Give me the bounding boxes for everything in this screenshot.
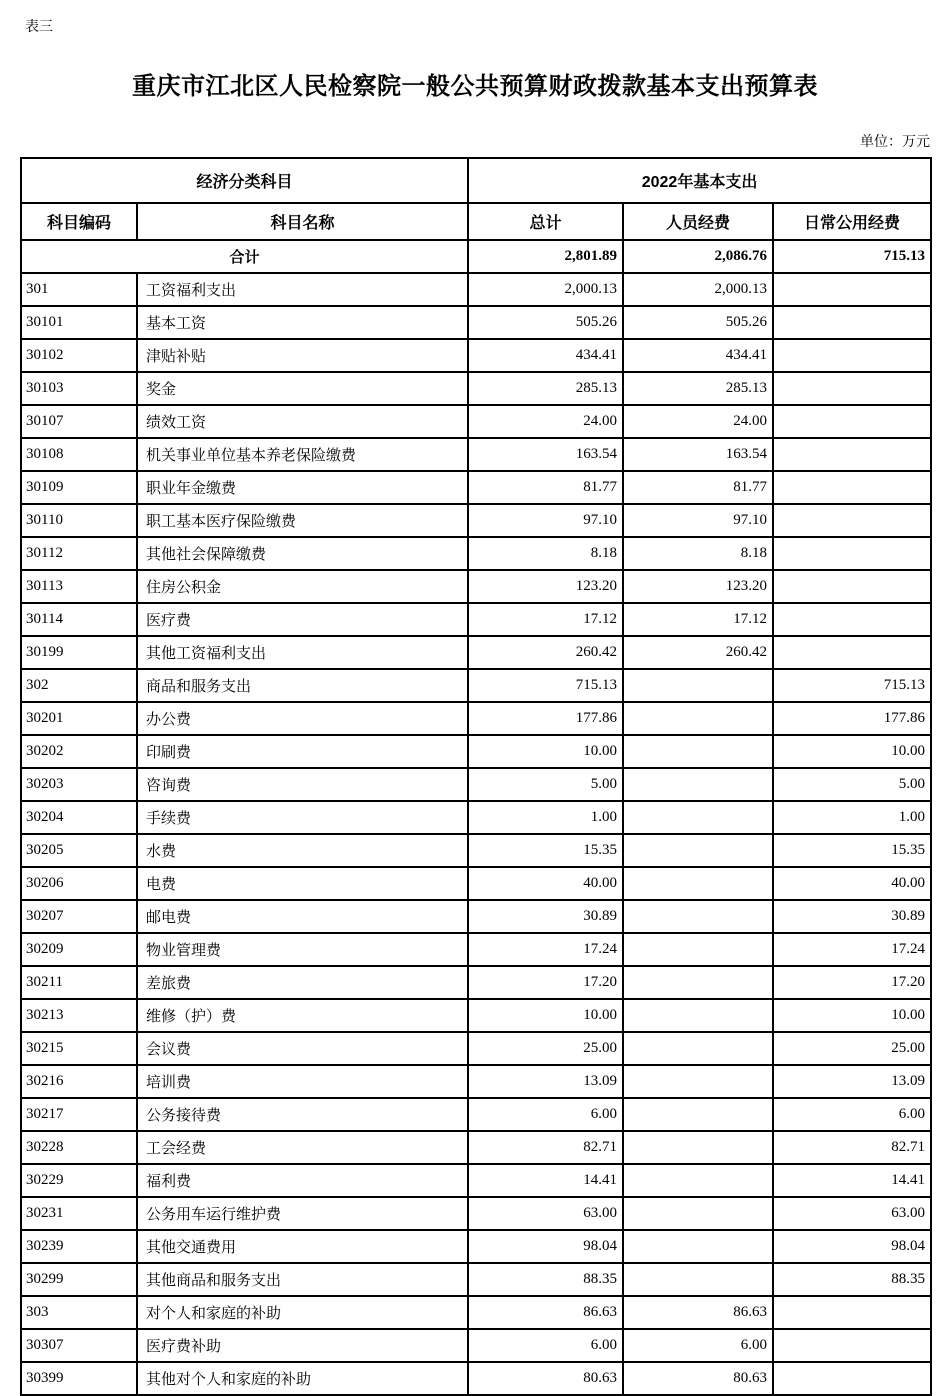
table-row bbox=[21, 834, 931, 867]
table-row bbox=[21, 1230, 931, 1263]
cell-personnel: 505.26 bbox=[623, 306, 773, 339]
cell-name: 住房公积金 bbox=[137, 570, 468, 603]
table-row bbox=[21, 339, 931, 372]
cell-daily: 715.13 bbox=[773, 669, 931, 702]
cell-total: 97.10 bbox=[468, 504, 623, 537]
table-row bbox=[21, 1032, 931, 1065]
cell-code: 30239 bbox=[21, 1230, 137, 1263]
cell-name: 邮电费 bbox=[137, 900, 468, 933]
cell-personnel bbox=[623, 933, 773, 966]
table-row bbox=[21, 801, 931, 834]
cell-name: 会议费 bbox=[137, 1032, 468, 1065]
cell-code: 30199 bbox=[21, 636, 137, 669]
cell-personnel bbox=[623, 669, 773, 702]
cell-code: 30112 bbox=[21, 537, 137, 570]
cell-daily bbox=[773, 1362, 931, 1395]
total-row bbox=[21, 240, 931, 273]
table-row bbox=[21, 966, 931, 999]
total-row-label: 合计 bbox=[21, 240, 468, 273]
cell-daily bbox=[773, 438, 931, 471]
table-row bbox=[21, 504, 931, 537]
cell-daily bbox=[773, 504, 931, 537]
cell-code: 30103 bbox=[21, 372, 137, 405]
cell-total: 86.63 bbox=[468, 1296, 623, 1329]
table-row bbox=[21, 405, 931, 438]
page-title: 重庆市江北区人民检察院一般公共预算财政拨款基本支出预算表 bbox=[132, 73, 818, 100]
cell-personnel bbox=[623, 900, 773, 933]
cell-total: 1.00 bbox=[468, 801, 623, 834]
header-economic-classification: 经济分类科目 bbox=[21, 158, 468, 203]
cell-daily: 40.00 bbox=[773, 867, 931, 900]
cell-code: 30202 bbox=[21, 735, 137, 768]
cell-total: 177.86 bbox=[468, 702, 623, 735]
cell-personnel bbox=[623, 966, 773, 999]
cell-name: 职工基本医疗保险缴费 bbox=[137, 504, 468, 537]
cell-personnel: 434.41 bbox=[623, 339, 773, 372]
cell-name: 医疗费补助 bbox=[137, 1329, 468, 1362]
cell-total: 17.20 bbox=[468, 966, 623, 999]
cell-name: 办公费 bbox=[137, 702, 468, 735]
cell-name: 机关事业单位基本养老保险缴费 bbox=[137, 438, 468, 471]
cell-daily bbox=[773, 273, 931, 306]
table-row bbox=[21, 273, 931, 306]
table-row bbox=[21, 471, 931, 504]
cell-personnel: 81.77 bbox=[623, 471, 773, 504]
table-row bbox=[21, 669, 931, 702]
cell-total: 14.41 bbox=[468, 1164, 623, 1197]
table-row bbox=[21, 1197, 931, 1230]
cell-daily: 5.00 bbox=[773, 768, 931, 801]
column-header-total: 总计 bbox=[468, 203, 623, 240]
table-row bbox=[21, 570, 931, 603]
cell-code: 30215 bbox=[21, 1032, 137, 1065]
cell-name: 咨询费 bbox=[137, 768, 468, 801]
cell-personnel bbox=[623, 768, 773, 801]
cell-daily: 30.89 bbox=[773, 900, 931, 933]
cell-total: 2,000.13 bbox=[468, 273, 623, 306]
cell-daily bbox=[773, 570, 931, 603]
cell-name: 其他商品和服务支出 bbox=[137, 1263, 468, 1296]
cell-code: 30399 bbox=[21, 1362, 137, 1395]
budget-table bbox=[20, 157, 932, 1396]
cell-total: 40.00 bbox=[468, 867, 623, 900]
cell-daily: 17.24 bbox=[773, 933, 931, 966]
cell-total: 80.63 bbox=[468, 1362, 623, 1395]
cell-name: 其他工资福利支出 bbox=[137, 636, 468, 669]
cell-personnel bbox=[623, 1098, 773, 1131]
cell-total: 260.42 bbox=[468, 636, 623, 669]
cell-total: 434.41 bbox=[468, 339, 623, 372]
cell-daily bbox=[773, 603, 931, 636]
table-row bbox=[21, 306, 931, 339]
cell-total: 10.00 bbox=[468, 735, 623, 768]
cell-personnel bbox=[623, 735, 773, 768]
cell-code: 30299 bbox=[21, 1263, 137, 1296]
cell-code: 30114 bbox=[21, 603, 137, 636]
cell-total: 63.00 bbox=[468, 1197, 623, 1230]
cell-total: 17.24 bbox=[468, 933, 623, 966]
cell-personnel bbox=[623, 702, 773, 735]
cell-name: 商品和服务支出 bbox=[137, 669, 468, 702]
cell-daily bbox=[773, 1296, 931, 1329]
cell-code: 30229 bbox=[21, 1164, 137, 1197]
cell-total: 163.54 bbox=[468, 438, 623, 471]
cell-name: 津贴补贴 bbox=[137, 339, 468, 372]
cell-total: 98.04 bbox=[468, 1230, 623, 1263]
cell-name: 电费 bbox=[137, 867, 468, 900]
cell-daily: 82.71 bbox=[773, 1131, 931, 1164]
cell-name: 其他对个人和家庭的补助 bbox=[137, 1362, 468, 1395]
cell-daily: 10.00 bbox=[773, 735, 931, 768]
cell-name: 其他社会保障缴费 bbox=[137, 537, 468, 570]
cell-code: 30217 bbox=[21, 1098, 137, 1131]
cell-daily: 14.41 bbox=[773, 1164, 931, 1197]
total-row-daily: 715.13 bbox=[773, 240, 931, 273]
cell-total: 6.00 bbox=[468, 1098, 623, 1131]
cell-code: 301 bbox=[21, 273, 137, 306]
table-row bbox=[21, 438, 931, 471]
cell-daily bbox=[773, 306, 931, 339]
table-row bbox=[21, 1098, 931, 1131]
cell-total: 715.13 bbox=[468, 669, 623, 702]
cell-total: 6.00 bbox=[468, 1329, 623, 1362]
cell-personnel: 97.10 bbox=[623, 504, 773, 537]
cell-code: 30101 bbox=[21, 306, 137, 339]
cell-total: 88.35 bbox=[468, 1263, 623, 1296]
cell-personnel: 123.20 bbox=[623, 570, 773, 603]
cell-personnel bbox=[623, 801, 773, 834]
table-row bbox=[21, 372, 931, 405]
cell-code: 30109 bbox=[21, 471, 137, 504]
table-row bbox=[21, 636, 931, 669]
cell-daily bbox=[773, 1329, 931, 1362]
table-number-label: 表三 bbox=[25, 20, 53, 35]
cell-total: 123.20 bbox=[468, 570, 623, 603]
group-header-row bbox=[21, 158, 931, 203]
cell-daily: 177.86 bbox=[773, 702, 931, 735]
cell-daily: 6.00 bbox=[773, 1098, 931, 1131]
cell-code: 302 bbox=[21, 669, 137, 702]
cell-total: 285.13 bbox=[468, 372, 623, 405]
cell-code: 303 bbox=[21, 1296, 137, 1329]
cell-code: 30213 bbox=[21, 999, 137, 1032]
cell-code: 30231 bbox=[21, 1197, 137, 1230]
cell-name: 福利费 bbox=[137, 1164, 468, 1197]
cell-daily: 63.00 bbox=[773, 1197, 931, 1230]
cell-total: 24.00 bbox=[468, 405, 623, 438]
cell-code: 30207 bbox=[21, 900, 137, 933]
cell-code: 30209 bbox=[21, 933, 137, 966]
cell-personnel bbox=[623, 1263, 773, 1296]
cell-code: 30228 bbox=[21, 1131, 137, 1164]
cell-personnel: 80.63 bbox=[623, 1362, 773, 1395]
cell-code: 30307 bbox=[21, 1329, 137, 1362]
cell-name: 公务用车运行维护费 bbox=[137, 1197, 468, 1230]
cell-name: 物业管理费 bbox=[137, 933, 468, 966]
cell-total: 81.77 bbox=[468, 471, 623, 504]
table-row bbox=[21, 702, 931, 735]
header-2022-basic-expenditure: 2022年基本支出 bbox=[468, 158, 931, 203]
table-row bbox=[21, 735, 931, 768]
cell-name: 医疗费 bbox=[137, 603, 468, 636]
cell-code: 30113 bbox=[21, 570, 137, 603]
cell-total: 505.26 bbox=[468, 306, 623, 339]
cell-name: 奖金 bbox=[137, 372, 468, 405]
column-header-name: 科目名称 bbox=[137, 203, 468, 240]
table-row bbox=[21, 537, 931, 570]
table-row bbox=[21, 768, 931, 801]
cell-name: 工资福利支出 bbox=[137, 273, 468, 306]
cell-name: 公务接待费 bbox=[137, 1098, 468, 1131]
total-row-personnel: 2,086.76 bbox=[623, 240, 773, 273]
table-row bbox=[21, 1164, 931, 1197]
cell-personnel bbox=[623, 1032, 773, 1065]
cell-personnel bbox=[623, 999, 773, 1032]
table-row bbox=[21, 1065, 931, 1098]
cell-daily bbox=[773, 537, 931, 570]
cell-daily bbox=[773, 372, 931, 405]
table-body bbox=[21, 240, 931, 1395]
cell-code: 30201 bbox=[21, 702, 137, 735]
cell-name: 职业年金缴费 bbox=[137, 471, 468, 504]
cell-personnel: 8.18 bbox=[623, 537, 773, 570]
table-row bbox=[21, 867, 931, 900]
cell-code: 30204 bbox=[21, 801, 137, 834]
cell-personnel: 24.00 bbox=[623, 405, 773, 438]
cell-name: 其他交通费用 bbox=[137, 1230, 468, 1263]
column-header-row bbox=[21, 203, 931, 240]
cell-personnel bbox=[623, 867, 773, 900]
table-row bbox=[21, 900, 931, 933]
cell-daily: 1.00 bbox=[773, 801, 931, 834]
cell-daily: 88.35 bbox=[773, 1263, 931, 1296]
cell-total: 15.35 bbox=[468, 834, 623, 867]
table-row bbox=[21, 1131, 931, 1164]
cell-name: 工会经费 bbox=[137, 1131, 468, 1164]
cell-name: 水费 bbox=[137, 834, 468, 867]
cell-name: 绩效工资 bbox=[137, 405, 468, 438]
cell-personnel bbox=[623, 1164, 773, 1197]
cell-personnel bbox=[623, 1197, 773, 1230]
cell-total: 8.18 bbox=[468, 537, 623, 570]
cell-personnel: 163.54 bbox=[623, 438, 773, 471]
cell-code: 30211 bbox=[21, 966, 137, 999]
cell-code: 30216 bbox=[21, 1065, 137, 1098]
cell-personnel bbox=[623, 1065, 773, 1098]
cell-total: 13.09 bbox=[468, 1065, 623, 1098]
unit-note: 单位：万元 bbox=[860, 135, 930, 150]
cell-code: 30205 bbox=[21, 834, 137, 867]
cell-total: 5.00 bbox=[468, 768, 623, 801]
cell-total: 17.12 bbox=[468, 603, 623, 636]
cell-personnel: 86.63 bbox=[623, 1296, 773, 1329]
cell-daily: 13.09 bbox=[773, 1065, 931, 1098]
table-row bbox=[21, 1263, 931, 1296]
cell-name: 维修（护）费 bbox=[137, 999, 468, 1032]
cell-code: 30203 bbox=[21, 768, 137, 801]
cell-code: 30110 bbox=[21, 504, 137, 537]
cell-name: 基本工资 bbox=[137, 306, 468, 339]
table-row bbox=[21, 603, 931, 636]
cell-code: 30108 bbox=[21, 438, 137, 471]
column-header-personnel: 人员经费 bbox=[623, 203, 773, 240]
cell-total: 82.71 bbox=[468, 1131, 623, 1164]
cell-personnel: 6.00 bbox=[623, 1329, 773, 1362]
cell-code: 30206 bbox=[21, 867, 137, 900]
cell-total: 30.89 bbox=[468, 900, 623, 933]
cell-daily bbox=[773, 405, 931, 438]
cell-name: 差旅费 bbox=[137, 966, 468, 999]
cell-personnel bbox=[623, 834, 773, 867]
column-header-code: 科目编码 bbox=[21, 203, 137, 240]
cell-daily bbox=[773, 471, 931, 504]
cell-total: 10.00 bbox=[468, 999, 623, 1032]
table-row bbox=[21, 1362, 931, 1395]
cell-total: 25.00 bbox=[468, 1032, 623, 1065]
table-row bbox=[21, 999, 931, 1032]
cell-name: 印刷费 bbox=[137, 735, 468, 768]
cell-daily: 98.04 bbox=[773, 1230, 931, 1263]
cell-code: 30102 bbox=[21, 339, 137, 372]
cell-personnel bbox=[623, 1131, 773, 1164]
cell-daily: 17.20 bbox=[773, 966, 931, 999]
cell-daily: 10.00 bbox=[773, 999, 931, 1032]
cell-personnel: 17.12 bbox=[623, 603, 773, 636]
cell-daily bbox=[773, 339, 931, 372]
table-row bbox=[21, 1329, 931, 1362]
table-row bbox=[21, 933, 931, 966]
cell-name: 手续费 bbox=[137, 801, 468, 834]
column-header-daily: 日常公用经费 bbox=[773, 203, 931, 240]
cell-personnel bbox=[623, 1230, 773, 1263]
cell-code: 30107 bbox=[21, 405, 137, 438]
cell-daily bbox=[773, 636, 931, 669]
cell-daily: 25.00 bbox=[773, 1032, 931, 1065]
cell-daily: 15.35 bbox=[773, 834, 931, 867]
cell-name: 培训费 bbox=[137, 1065, 468, 1098]
cell-personnel: 2,000.13 bbox=[623, 273, 773, 306]
table-row bbox=[21, 1296, 931, 1329]
cell-personnel: 260.42 bbox=[623, 636, 773, 669]
cell-personnel: 285.13 bbox=[623, 372, 773, 405]
cell-name: 对个人和家庭的补助 bbox=[137, 1296, 468, 1329]
total-row-total: 2,801.89 bbox=[468, 240, 623, 273]
